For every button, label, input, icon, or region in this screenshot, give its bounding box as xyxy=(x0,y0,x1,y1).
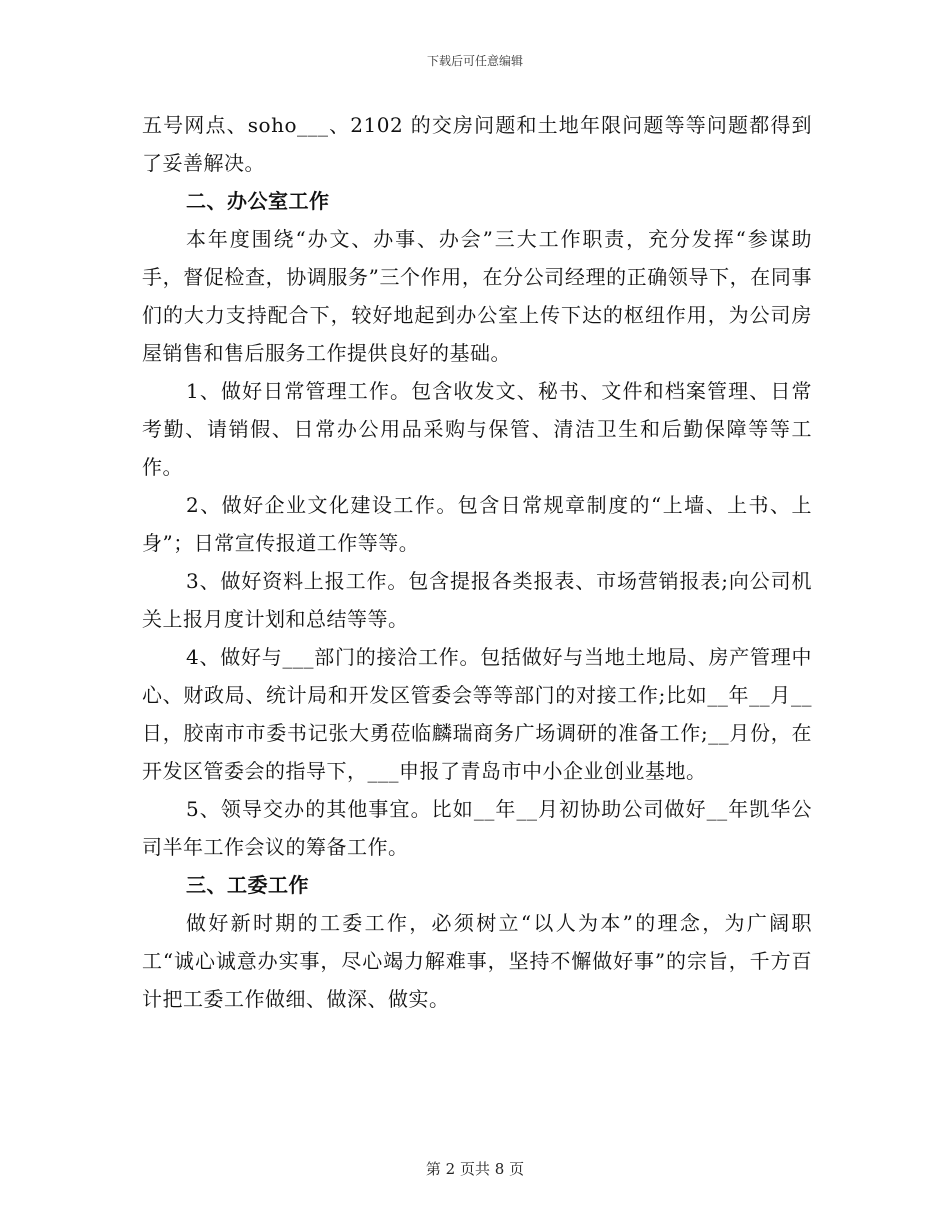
list-item-daily-management: 1、做好日常管理工作。包含收发文、秘书、文件和档案管理、日常考勤、请销假、日常办公用品采购与保管、清洁卫生和后勤保障等等工作。 xyxy=(142,379,812,479)
list-item-other-tasks: 5、领导交办的其他事宜。比如__年__月初协助公司做好__年凯华公司半年工作会议的筹备工作。 xyxy=(142,797,812,859)
section-heading-union: 三、工委工作 xyxy=(186,873,309,897)
list-item-corporate-culture: 2、做好企业文化建设工作。包含日常规章制度的“上墙、上书、上身”；日常宣传报道工作等等。 xyxy=(142,493,812,555)
page-number: 第 2 页共 8 页 xyxy=(425,1160,525,1178)
paragraph-union-intro: 做好新时期的工委工作，必须树立“以人为本”的理念，为广阔职工“诚心诚意办实事，尽心竭力解难事，坚持不懈做好事”的宗旨，千方百计把工委工作做细、做深、做实。 xyxy=(142,911,812,1011)
paragraph-office-intro: 本年度围绕“办文、办事、办会”三大工作职责，充分发挥“参谋助手，督促检查，协调服务”三个作用，在分公司经理的正确领导下，在同事们的大力支持配合下，较好地起到办公室上传下达的枢纽作用，为公司房屋销售和售后服务工作提供良好的基础。 xyxy=(142,227,812,365)
paragraph-continuation: 五号网点、soho___、2102 的交房问题和土地年限问题等等问题都得到了妥善解决。 xyxy=(142,113,812,175)
page-header: 下载后可任意编辑 xyxy=(426,54,523,68)
section-heading-office: 二、办公室工作 xyxy=(186,189,330,213)
list-item-data-reporting: 3、做好资料上报工作。包含提报各类报表、市场营销报表;向公司机关上报月度计划和总结等等。 xyxy=(142,569,812,631)
list-item-department-liaison: 4、做好与___部门的接洽工作。包括做好与当地土地局、房产管理中心、财政局、统计局和开发区管委会等等部门的对接工作;比如__年__月__日，胶南市市委书记张大勇莅临麟瑞商务广场调研的准备工作;__月份，在开发区管委会的指导下，___申报了青岛市中小企业创业基地。 xyxy=(142,645,812,783)
document-body xyxy=(142,106,812,1018)
